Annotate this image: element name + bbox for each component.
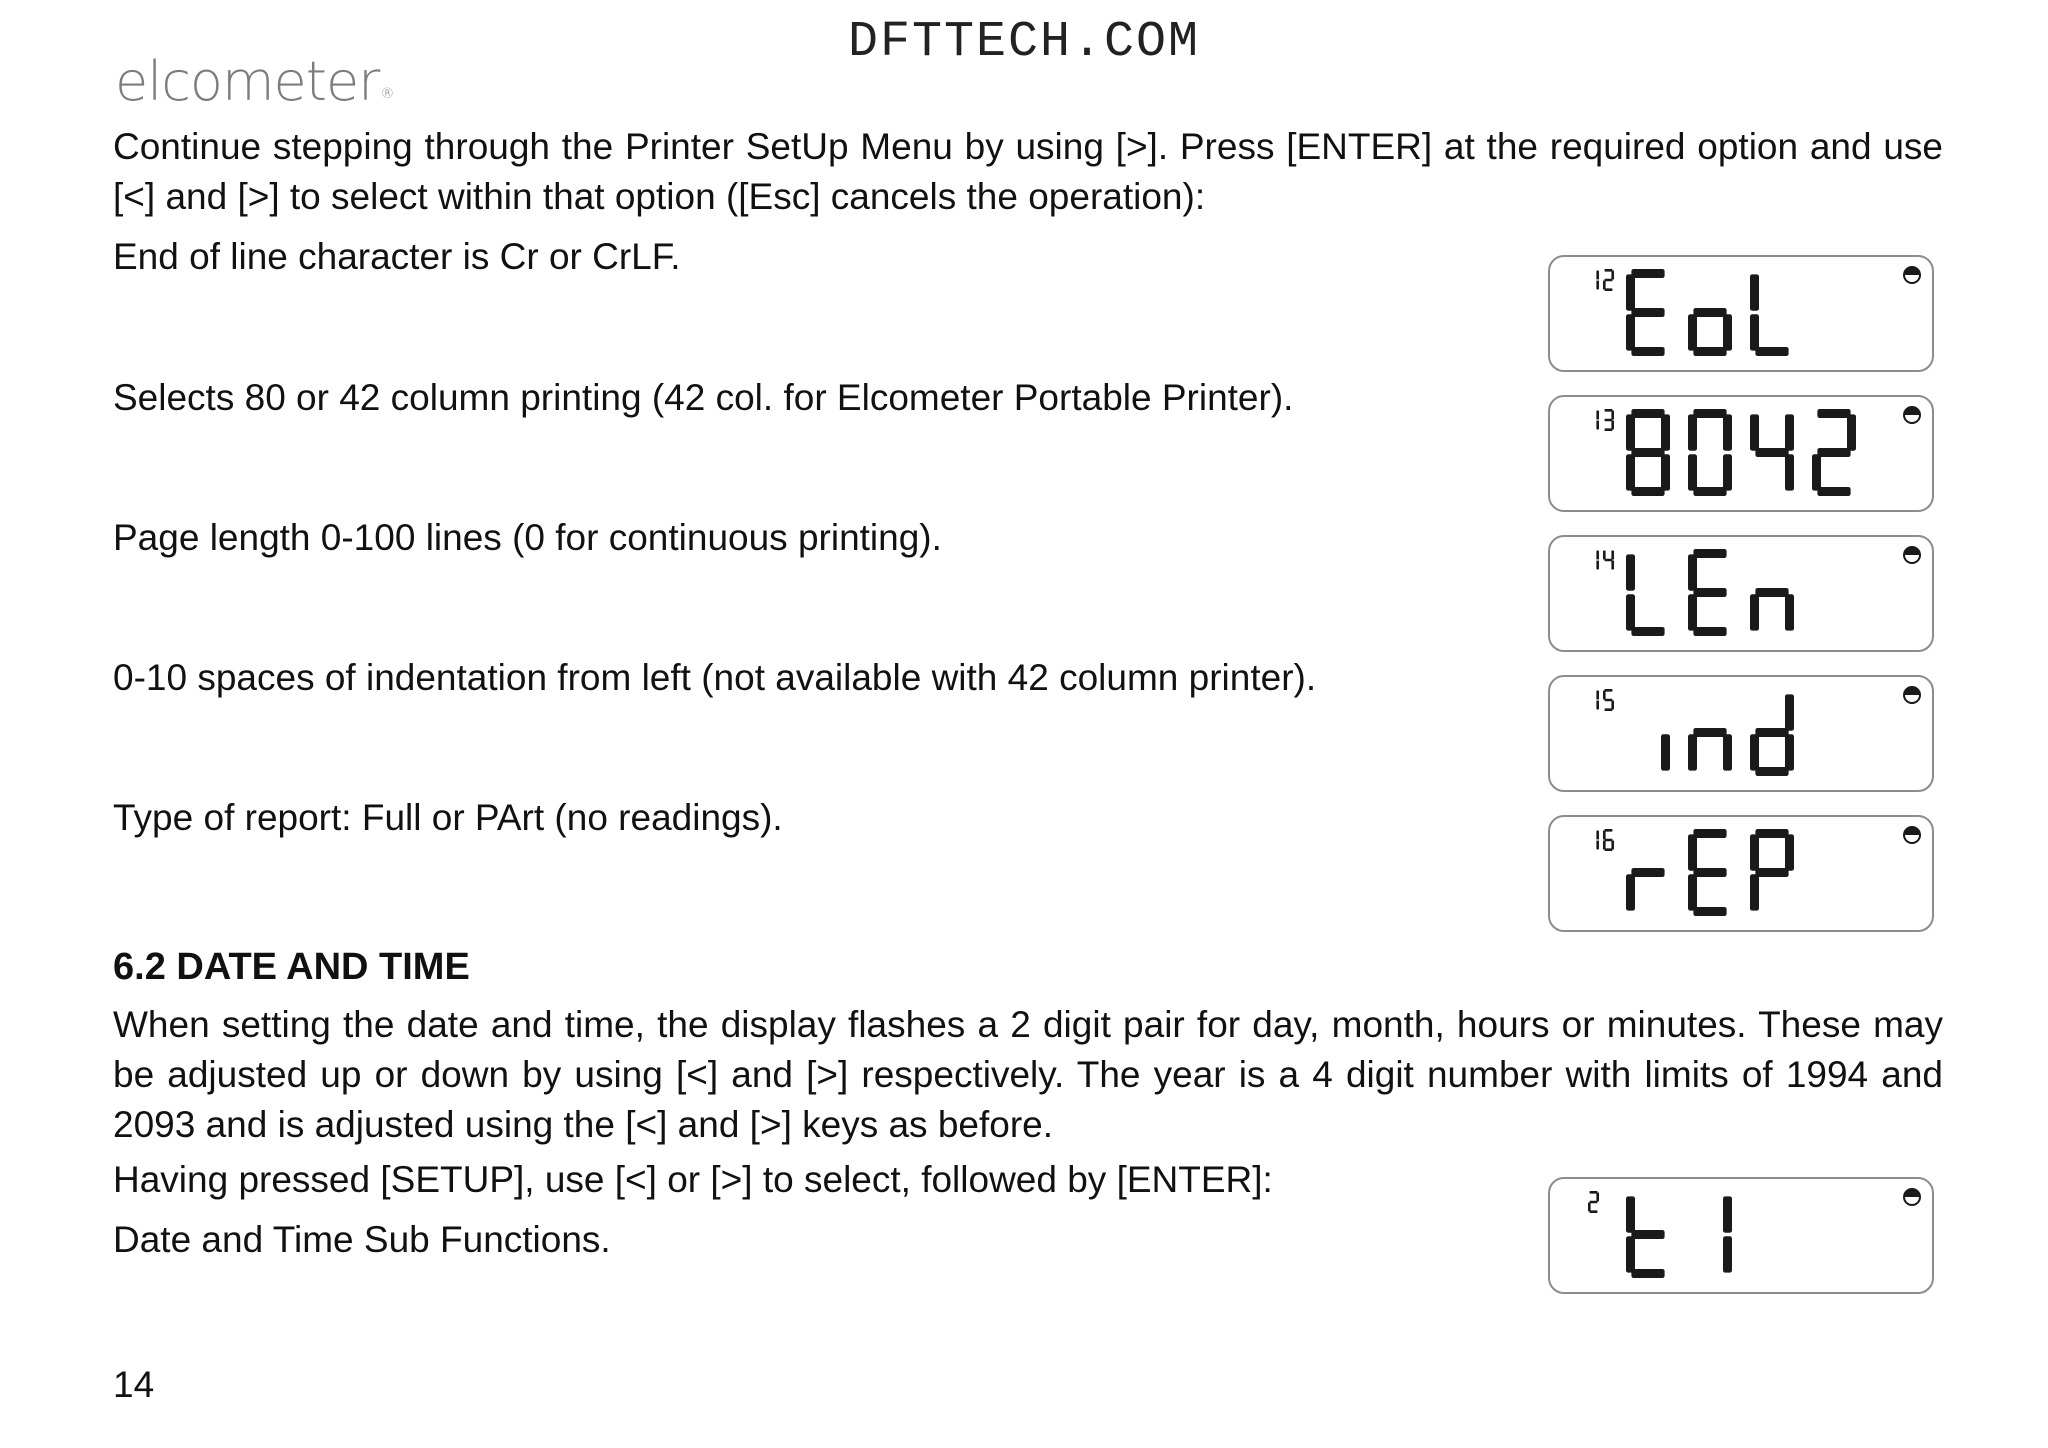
lcd-display-eol: [1548, 255, 1934, 372]
lcd-segments: [1550, 397, 1932, 510]
lcd-segment-f: [1688, 414, 1697, 450]
lcd-segment-f: [1626, 554, 1635, 590]
lcd-segment-e: [1603, 281, 1606, 290]
lcd-segment-e: [1750, 314, 1759, 350]
registered-mark: ®: [380, 86, 394, 102]
lcd-segment-c: [1611, 841, 1614, 850]
lcd-segment-d: [1755, 347, 1788, 356]
lcd-segment-f: [1603, 691, 1606, 700]
lcd-segment-g: [1590, 1201, 1598, 1204]
lcd-menu-number-digit: [1605, 409, 1614, 431]
lcd-segment-d: [1605, 708, 1613, 711]
lcd-segment-c: [1596, 281, 1599, 290]
lcd-segment-a: [1817, 409, 1850, 418]
lcd-char: [1750, 829, 1794, 911]
lcd-segment-b: [1785, 694, 1794, 730]
lcd-segment-f: [1750, 414, 1759, 450]
lcd-segments: [1550, 1179, 1932, 1292]
option-rep-description: Type of report: Full or PArt (no readings).: [113, 797, 783, 838]
intro-paragraph: Continue stepping through the Printer SetUp Menu by using [>]. Press [ENTER] at the required option and use [<] and [>] to select within that option ([Esc] cancels the operation):: [113, 126, 1943, 217]
lcd-segment-b: [1785, 414, 1794, 450]
lcd-char: [1626, 1196, 1665, 1278]
lcd-segment-b: [1596, 411, 1599, 420]
lcd-char: [1688, 829, 1727, 916]
lcd-segment-e: [1626, 1236, 1635, 1272]
lcd-segment-a: [1693, 829, 1726, 838]
lcd-segment-g: [1605, 559, 1613, 562]
lcd-segment-e: [1626, 454, 1635, 490]
lcd-segment-a: [1605, 689, 1613, 692]
lcd-segment-g: [1631, 308, 1664, 317]
lcd-char: [1750, 414, 1794, 490]
lcd-menu-number-digit: [1603, 551, 1614, 570]
lcd-char: [1626, 269, 1665, 356]
lcd-menu-number-digit: [1603, 689, 1614, 711]
lcd-segment-g: [1631, 1230, 1664, 1239]
lcd-menu-number-digit: [1596, 691, 1599, 710]
lcd-segment-g: [1755, 448, 1788, 457]
lcd-segments: [1550, 817, 1932, 930]
lcd-segment-g: [1631, 448, 1664, 457]
logo-wordmark: elcometer: [115, 50, 380, 113]
lcd-segment-c: [1611, 421, 1614, 430]
lcd-segment-b: [1611, 411, 1614, 420]
lcd-char: [1812, 409, 1856, 496]
lcd-segment-b: [1723, 414, 1732, 450]
lcd-segment-b: [1785, 834, 1794, 870]
lcd-segment-g: [1693, 868, 1726, 877]
lcd-segment-e: [1688, 874, 1697, 910]
lcd-menu-number-digit: [1596, 831, 1599, 850]
lcd-segment-c: [1723, 454, 1732, 490]
lcd-segment-g: [1605, 279, 1613, 282]
lcd-segment-g: [1817, 448, 1850, 457]
lcd-segment-d: [1605, 848, 1613, 851]
lcd-char: [1661, 734, 1670, 770]
setup-instruction: Having pressed [SETUP], use [<] or [>] to select, followed by [ENTER]:: [113, 1159, 1273, 1200]
lcd-menu-number-digit: [1596, 551, 1599, 570]
lcd-segment-f: [1626, 414, 1635, 450]
option-ind-description: 0-10 spaces of indentation from left (not available with 42 column printer).: [113, 657, 1317, 698]
lcd-segment-c: [1785, 734, 1794, 770]
lcd-segment-g: [1605, 839, 1613, 842]
lcd-display-ti: [1548, 1177, 1934, 1294]
lcd-char: [1626, 868, 1665, 911]
lcd-segment-g: [1605, 699, 1613, 702]
section-heading: 6.2 DATE AND TIME: [113, 946, 470, 988]
lcd-segments: [1550, 257, 1932, 370]
lcd-segment-b: [1661, 414, 1670, 450]
lcd-segment-g: [1755, 588, 1788, 597]
lcd-segment-g: [1693, 588, 1726, 597]
lcd-segment-a: [1693, 549, 1726, 558]
lcd-segment-a: [1631, 269, 1664, 278]
lcd-segment-a: [1605, 269, 1613, 272]
lcd-segment-e: [1688, 454, 1697, 490]
subfunction-text: Date and Time Sub Functions.: [113, 1219, 611, 1260]
lcd-segment-d: [1693, 347, 1726, 356]
lcd-menu-number-digit: [1596, 411, 1599, 430]
lcd-segment-d: [1605, 288, 1613, 291]
lcd-segment-e: [1603, 841, 1606, 850]
lcd-char: [1688, 308, 1732, 356]
lcd-segment-e: [1750, 594, 1759, 630]
lcd-segment-d: [1693, 487, 1726, 496]
lcd-segment-d: [1693, 627, 1726, 636]
lcd-segment-a: [1631, 409, 1664, 418]
lcd-segment-c: [1596, 701, 1599, 710]
lcd-segment-e: [1626, 314, 1635, 350]
lcd-segment-g: [1693, 308, 1726, 317]
lcd-menu-number-digit: [1588, 1191, 1599, 1213]
lcd-segment-e: [1626, 874, 1635, 910]
lcd-display-ind: [1548, 675, 1934, 792]
lcd-segment-f: [1688, 834, 1697, 870]
lcd-segment-f: [1603, 551, 1606, 560]
lcd-segment-a: [1590, 1191, 1598, 1194]
lcd-segment-e: [1688, 734, 1697, 770]
lcd-segment-a: [1693, 409, 1726, 418]
lcd-menu-number-digit: [1596, 271, 1599, 290]
lcd-segment-b: [1596, 271, 1599, 280]
lcd-segment-b: [1596, 551, 1599, 560]
lcd-segment-d: [1693, 907, 1726, 916]
lcd-char: [1688, 728, 1732, 771]
lcd-segment-c: [1723, 314, 1732, 350]
lcd-segment-f: [1688, 554, 1697, 590]
lcd-segment-g: [1755, 868, 1788, 877]
lcd-segment-d: [1631, 487, 1664, 496]
lcd-segment-f: [1750, 834, 1759, 870]
lcd-segment-g: [1631, 868, 1664, 877]
lcd-segment-a: [1605, 829, 1613, 832]
lcd-char: [1688, 549, 1727, 636]
lcd-segment-d: [1631, 627, 1664, 636]
lcd-segment-e: [1626, 594, 1635, 630]
lcd-char: [1688, 409, 1732, 496]
site-header: DFTTECH.COM: [847, 14, 1201, 71]
lcd-segment-f: [1626, 274, 1635, 310]
date-time-paragraph: When setting the date and time, the display flashes a 2 digit pair for day, month, hours or minutes. These may be adjusted up or down by using [<] and [>] respectively. The year is a 4 digit number with limits of 1994 and 2093 and is adjusted using the [<] and [>] keys as before.: [113, 1004, 1943, 1145]
lcd-segment-d: [1605, 428, 1613, 431]
lcd-char: [1750, 588, 1794, 631]
option-8042-description: Selects 80 or 42 column printing (42 col. for Elcometer Portable Printer).: [113, 377, 1294, 418]
lcd-segment-e: [1688, 594, 1697, 630]
lcd-char: [1750, 694, 1794, 776]
lcd-segments: [1550, 677, 1932, 790]
lcd-segment-c: [1785, 594, 1794, 630]
lcd-segment-d: [1631, 347, 1664, 356]
lcd-segments: [1550, 537, 1932, 650]
lcd-display-rep: [1548, 815, 1934, 932]
lcd-menu-number-digit: [1603, 829, 1614, 851]
lcd-segment-b: [1723, 1196, 1732, 1232]
lcd-segment-g: [1693, 728, 1726, 737]
lcd-segment-g: [1755, 728, 1788, 737]
lcd-segment-c: [1661, 734, 1670, 770]
lcd-segment-e: [1750, 734, 1759, 770]
lcd-segment-c: [1611, 701, 1614, 710]
lcd-segment-e: [1688, 314, 1697, 350]
lcd-segment-b: [1611, 271, 1614, 280]
lcd-segment-c: [1611, 561, 1614, 570]
lcd-segment-a: [1755, 829, 1788, 838]
lcd-char: [1723, 1196, 1732, 1272]
lcd-segment-d: [1590, 1210, 1598, 1213]
lcd-segment-c: [1785, 454, 1794, 490]
lcd-segment-c: [1723, 734, 1732, 770]
lcd-segment-c: [1596, 421, 1599, 430]
lcd-segment-b: [1596, 831, 1599, 840]
lcd-segment-e: [1812, 454, 1821, 490]
lcd-char: [1626, 554, 1665, 636]
lcd-segment-f: [1603, 831, 1606, 840]
lcd-segment-b: [1596, 691, 1599, 700]
lcd-segment-e: [1750, 874, 1759, 910]
page-number: 14: [113, 1364, 155, 1405]
lcd-segment-d: [1817, 487, 1850, 496]
lcd-display-8042: [1548, 395, 1934, 512]
lcd-segment-c: [1596, 841, 1599, 850]
lcd-segment-d: [1755, 767, 1788, 776]
lcd-segment-b: [1611, 551, 1614, 560]
lcd-segment-c: [1596, 561, 1599, 570]
lcd-segment-d: [1631, 1269, 1664, 1278]
lcd-segment-b: [1596, 1193, 1599, 1202]
lcd-segment-f: [1750, 274, 1759, 310]
lcd-segment-c: [1661, 454, 1670, 490]
lcd-display-len: [1548, 535, 1934, 652]
lcd-char: [1626, 409, 1670, 496]
option-len-description: Page length 0-100 lines (0 for continuous printing).: [113, 517, 942, 558]
lcd-segment-e: [1588, 1203, 1591, 1212]
lcd-segment-g: [1605, 419, 1613, 422]
option-eol-description: End of line character is Cr or CrLF.: [113, 236, 681, 277]
lcd-segment-c: [1723, 1236, 1732, 1272]
lcd-segment-b: [1847, 414, 1856, 450]
lcd-menu-number-digit: [1603, 269, 1614, 291]
elcometer-logo: [115, 50, 393, 113]
lcd-char: [1750, 274, 1789, 356]
lcd-segment-f: [1626, 1196, 1635, 1232]
lcd-segment-a: [1605, 409, 1613, 412]
